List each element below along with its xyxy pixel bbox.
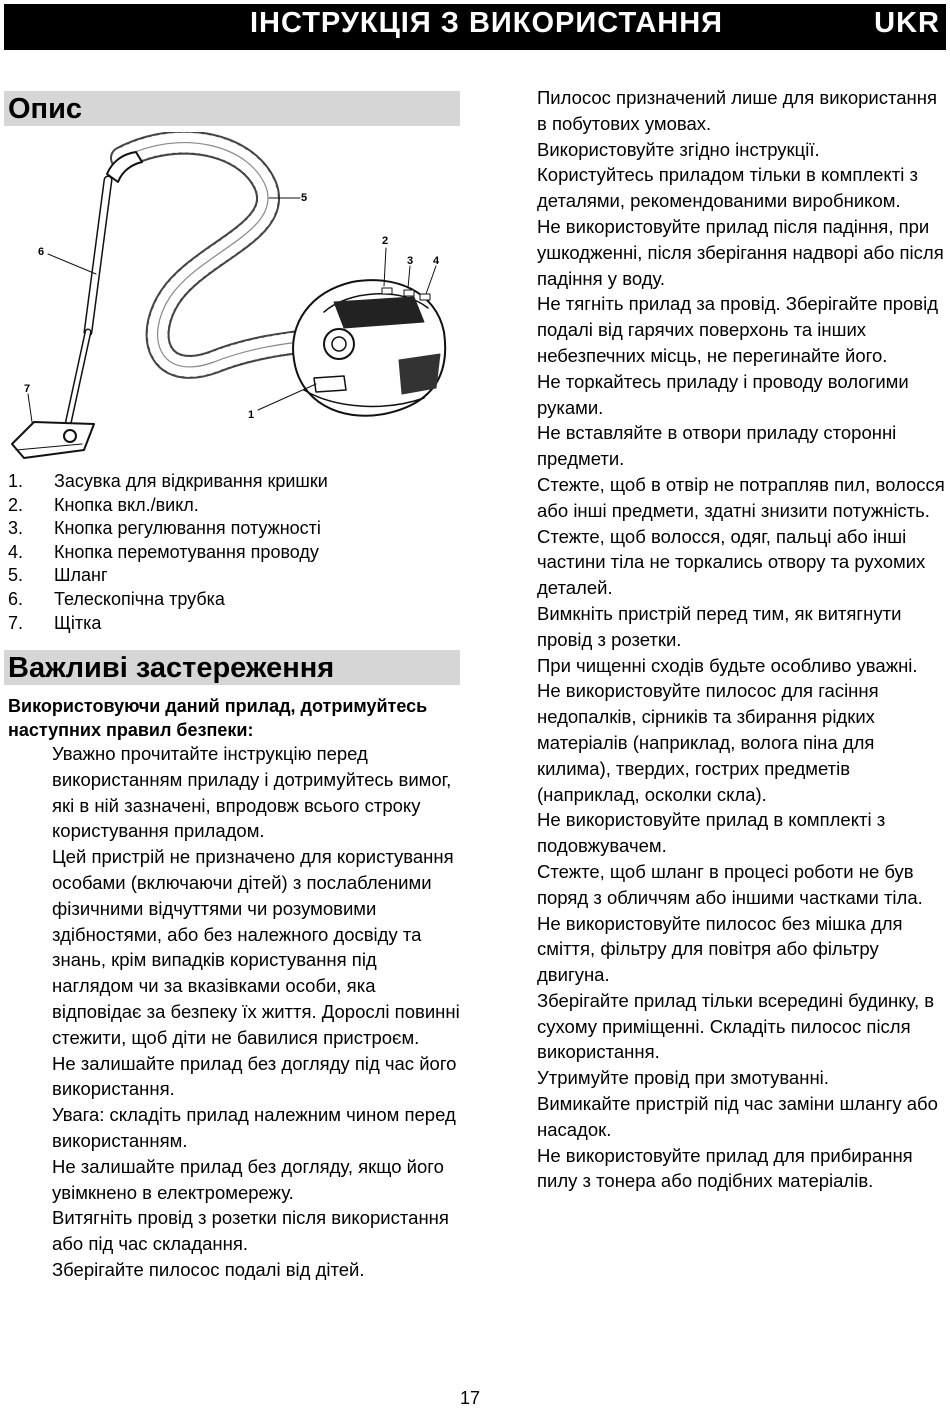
warnings-list-left	[52, 741, 462, 1283]
list-item: 3. Кнопка регулювання потужності	[8, 518, 321, 539]
list-item: Зберігайте прилад тільки всередині будинку, в сухому приміщенні. Складіть пилосос після використання.	[537, 989, 935, 1063]
list-item: 5. Шланг	[8, 565, 108, 586]
callout-6: 6	[38, 246, 45, 258]
list-item: Уважно прочитайте інструкцію перед використанням приладу і дотримуйтесь вимог, які в ній зазначені, впродовж всього строку користування приладом.	[52, 743, 452, 842]
list-item: Не залишайте прилад без догляду, якщо його увімкнено в електромережу.	[52, 1155, 444, 1203]
page-number: 17	[460, 1388, 481, 1408]
vacuum-cleaner-diagram	[4, 132, 460, 472]
list-item: Використовуйте згідно інструкції.	[537, 138, 820, 160]
list-item: Стежте, щоб в отвір не потрапляв пил, волосся або інші предмети, здатні знизити потужність.	[537, 473, 945, 521]
list-item: Не використовуйте прилад для прибирання пилу з тонера або подібних матеріалів.	[537, 1144, 913, 1192]
parts-list	[8, 470, 328, 635]
list-item: Не залишайте прилад без догляду під час його використання.	[52, 1052, 457, 1100]
list-item: Стежте, щоб шланг в процесі роботи не був поряд з обличчям або іншими частками тіла.	[537, 860, 923, 908]
list-item: Цей пристрій не призначено для користування особами (включаючи дітей) з послабленими фізичними відчуттями чи розумовими здібностями, або без належного досвіду та знань, крім випадків користування під наглядом чи за вказівками особи, яка відповідає за безпеку їх життя. Дорослі повинні стежити, щоб діти не бавилися пристроєм.	[52, 846, 460, 1048]
list-item: При чищенні сходів будьте особливо уважні.	[537, 654, 918, 676]
warnings-list-right	[537, 85, 945, 1194]
list-item: Вимикайте пристрій під час заміни шлангу або насадок.	[537, 1093, 938, 1140]
list-item: Пилосос призначений лише для використання в побутових умовах.	[537, 87, 938, 134]
list-item: Не вставляйте в отвори приладу сторонні предмети.	[537, 422, 897, 470]
list-item: 2. Кнопка вкл./викл.	[8, 494, 199, 515]
list-item: Не використовуйте прилад в комплекті з подовжувачем.	[537, 809, 886, 857]
page-title: ІНСТРУКЦІЯ З ВИКОРИСТАННЯ	[249, 7, 723, 39]
callout-4: 4	[433, 255, 440, 267]
callout-3: 3	[407, 255, 414, 267]
list-item: Не використовуйте пилосос без мішка для сміття, фільтру для повітря або фільтру двигуна.	[537, 912, 903, 986]
warnings-intro: Використовуючи даний прилад, дотримуйтесь наступних правил безпеки:	[8, 696, 428, 740]
list-item: Витягніть провід з розетки після використання або під час складання.	[52, 1207, 449, 1255]
list-item: 1. Засувка для відкривання кришки	[8, 471, 328, 491]
callout-7: 7	[24, 383, 31, 395]
language-code: UKR	[874, 7, 940, 39]
callout-2: 2	[382, 235, 389, 247]
list-item: Зберігайте пилосос подалі від дітей.	[52, 1258, 365, 1280]
callout-1: 1	[248, 409, 255, 421]
list-item: Не використовуйте прилад після падіння, при ушкодженні, після зберігання надворі або після падіння у воду.	[537, 215, 944, 289]
list-item: Стежте, щоб волосся, одяг, пальці або інші частини тіла не торкались отвору та рухомих деталей.	[537, 525, 926, 599]
list-item: Не торкайтесь приладу і проводу вологими руками.	[537, 370, 909, 418]
section-title-warnings: Важливі застереження	[4, 650, 460, 685]
section-title-description: Опис	[4, 91, 460, 126]
list-item: Не тягніть прилад за провід. Зберігайте провід подалі від гарячих поверхонь та інших небезпечних місць, не перегинайте його.	[537, 293, 939, 366]
list-item: 4. Кнопка перемотування проводу	[8, 541, 319, 562]
list-item: Не використовуйте пилосос для гасіння недопалків, сірників та збирання рідких матеріалів (наприклад, волога піна для килима), твердих, гострих предметів (наприклад, осколки скла).	[537, 680, 879, 805]
list-item: Користуйтесь приладом тільки в комплекті з деталями, рекомендованими виробником.	[537, 164, 918, 212]
callout-5: 5	[301, 192, 308, 204]
list-item: Вимкніть пристрій перед тим, як витягнути провід з розетки.	[537, 602, 902, 650]
list-item: Увага: складіть прилад належним чином перед використанням.	[52, 1104, 456, 1151]
list-item: 6. Телескопічна трубка	[8, 588, 225, 609]
page-header	[4, 4, 946, 50]
list-item: 7. Щітка	[8, 612, 102, 633]
list-item: Утримуйте провід при змотуванні.	[537, 1067, 829, 1089]
